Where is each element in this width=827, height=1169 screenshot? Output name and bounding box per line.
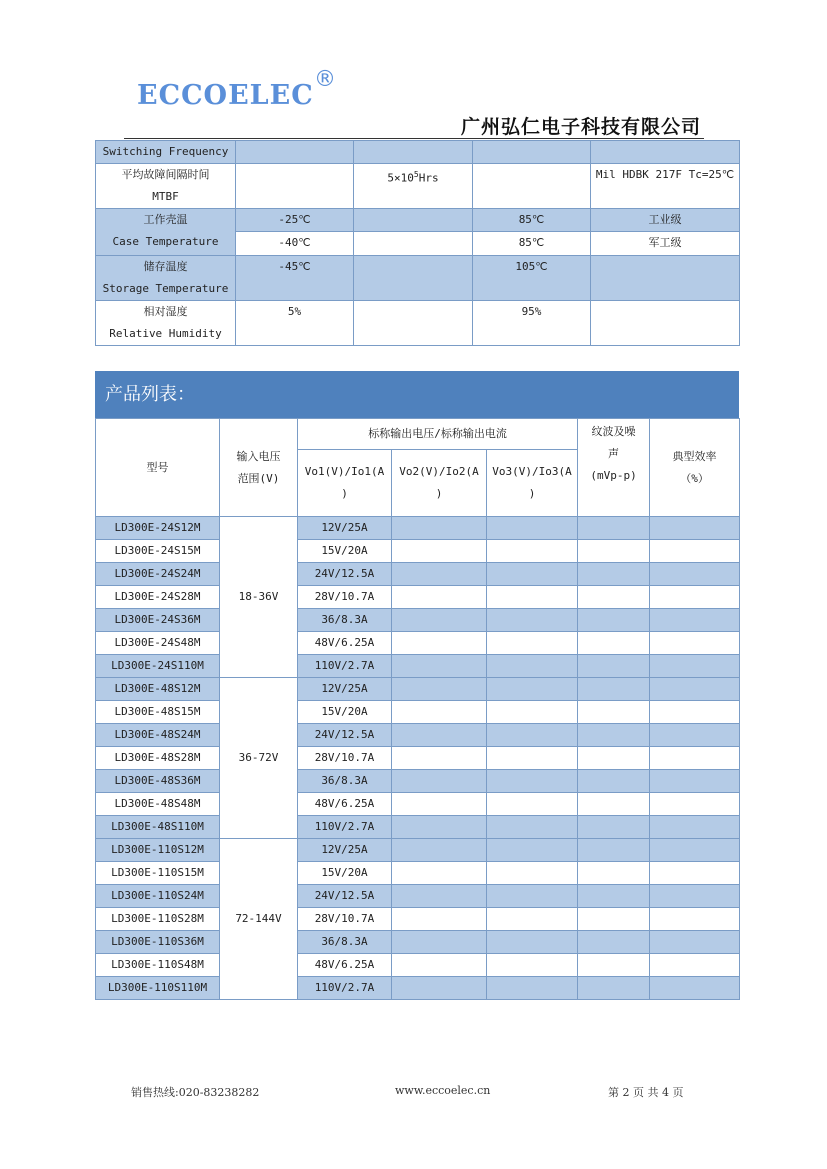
ripple-cell bbox=[578, 701, 650, 724]
vo2-cell bbox=[392, 862, 487, 885]
ripple-cell bbox=[578, 724, 650, 747]
vo2-cell bbox=[392, 816, 487, 839]
storage-temp-label: 储存温度 Storage Temperature bbox=[96, 256, 236, 301]
efficiency-cell bbox=[650, 931, 740, 954]
ripple-cell bbox=[578, 885, 650, 908]
vo1-cell: 110V/2.7A bbox=[298, 816, 392, 839]
table-row bbox=[96, 770, 740, 793]
vo1-cell: 12V/25A bbox=[298, 517, 392, 540]
efficiency-cell bbox=[650, 563, 740, 586]
vo2-cell bbox=[392, 724, 487, 747]
mtbf-value: $5\times 10^5Hrs$ bbox=[354, 164, 473, 209]
efficiency-cell bbox=[650, 632, 740, 655]
model-cell: LD300E-110S110M bbox=[96, 977, 220, 1000]
ripple-cell bbox=[578, 816, 650, 839]
vo3-cell bbox=[487, 931, 578, 954]
switching-label: Switching Frequency bbox=[96, 141, 236, 164]
vo3-cell bbox=[487, 816, 578, 839]
vo2-cell bbox=[392, 931, 487, 954]
vo2-cell bbox=[392, 701, 487, 724]
col-efficiency: 典型效率 （%） bbox=[650, 419, 740, 517]
vo1-cell: 48V/6.25A bbox=[298, 632, 392, 655]
ripple-cell bbox=[578, 563, 650, 586]
ripple-cell bbox=[578, 793, 650, 816]
ripple-cell bbox=[578, 540, 650, 563]
efficiency-cell bbox=[650, 540, 740, 563]
vo1-cell: 48V/6.25A bbox=[298, 793, 392, 816]
model-cell: LD300E-48S110M bbox=[96, 816, 220, 839]
vo3-cell bbox=[487, 862, 578, 885]
ripple-cell bbox=[578, 977, 650, 1000]
efficiency-cell bbox=[650, 793, 740, 816]
spec-row-case-1: 工作壳温 Case Temperature -25℃ 85℃ 工业级 bbox=[96, 209, 740, 232]
vo3-cell bbox=[487, 885, 578, 908]
vo2-cell bbox=[392, 655, 487, 678]
vo1-cell: 28V/10.7A bbox=[298, 586, 392, 609]
vo2-cell bbox=[392, 586, 487, 609]
ripple-cell bbox=[578, 586, 650, 609]
mtbf-label: 平均故障间隔时间 MTBF bbox=[96, 164, 236, 209]
ripple-cell bbox=[578, 862, 650, 885]
ripple-cell bbox=[578, 609, 650, 632]
efficiency-cell bbox=[650, 586, 740, 609]
efficiency-cell bbox=[650, 770, 740, 793]
model-cell: LD300E-110S15M bbox=[96, 862, 220, 885]
vo1-cell: 12V/25A bbox=[298, 678, 392, 701]
footer-hotline: 销售热线:020-83238282 bbox=[131, 1086, 260, 1099]
vo2-cell bbox=[392, 793, 487, 816]
vo3-cell bbox=[487, 747, 578, 770]
vo2-cell bbox=[392, 839, 487, 862]
vo1-cell: 15V/20A bbox=[298, 540, 392, 563]
model-cell: LD300E-24S48M bbox=[96, 632, 220, 655]
footer-website[interactable]: www.eccoelec.cn bbox=[395, 1084, 491, 1097]
model-cell: LD300E-24S28M bbox=[96, 586, 220, 609]
efficiency-cell bbox=[650, 747, 740, 770]
model-cell: LD300E-48S12M bbox=[96, 678, 220, 701]
spec-table bbox=[95, 140, 740, 346]
model-cell: LD300E-110S28M bbox=[96, 908, 220, 931]
humidity-label: 相对湿度 Relative Humidity bbox=[96, 301, 236, 346]
vo1-cell: 12V/25A bbox=[298, 839, 392, 862]
table-row bbox=[96, 885, 740, 908]
model-cell: LD300E-110S48M bbox=[96, 954, 220, 977]
ripple-cell bbox=[578, 931, 650, 954]
product-list-table bbox=[95, 418, 740, 1000]
vo3-cell bbox=[487, 517, 578, 540]
model-cell: LD300E-48S28M bbox=[96, 747, 220, 770]
ripple-cell bbox=[578, 632, 650, 655]
vo3-cell bbox=[487, 540, 578, 563]
vo3-cell bbox=[487, 632, 578, 655]
case-temp-label: 工作壳温 Case Temperature bbox=[96, 209, 236, 256]
table-row bbox=[96, 793, 740, 816]
vo1-cell: 24V/12.5A bbox=[298, 724, 392, 747]
efficiency-cell bbox=[650, 517, 740, 540]
efficiency-cell bbox=[650, 701, 740, 724]
vo3-cell bbox=[487, 908, 578, 931]
vo2-cell bbox=[392, 632, 487, 655]
efficiency-cell bbox=[650, 655, 740, 678]
vo1-cell: 28V/10.7A bbox=[298, 747, 392, 770]
vo2-cell bbox=[392, 770, 487, 793]
ripple-cell bbox=[578, 747, 650, 770]
model-cell: LD300E-48S15M bbox=[96, 701, 220, 724]
efficiency-cell bbox=[650, 816, 740, 839]
vo1-cell: 110V/2.7A bbox=[298, 977, 392, 1000]
vo2-cell bbox=[392, 678, 487, 701]
col-model: 型号 bbox=[96, 419, 220, 517]
table-row bbox=[96, 609, 740, 632]
vo1-cell: 24V/12.5A bbox=[298, 885, 392, 908]
ripple-cell bbox=[578, 954, 650, 977]
vo3-cell bbox=[487, 954, 578, 977]
spec-row-switching bbox=[96, 141, 740, 164]
col-vo2: Vo2(V)/Io2(A ) bbox=[392, 450, 487, 517]
table-row bbox=[96, 517, 740, 540]
efficiency-cell bbox=[650, 977, 740, 1000]
efficiency-cell bbox=[650, 862, 740, 885]
vo3-cell bbox=[487, 678, 578, 701]
spec-row-case-2: -40℃ 85℃ 军工级 bbox=[96, 232, 740, 256]
model-cell: LD300E-48S24M bbox=[96, 724, 220, 747]
vo1-cell: 110V/2.7A bbox=[298, 655, 392, 678]
table-row bbox=[96, 839, 740, 862]
vo1-cell: 36/8.3A bbox=[298, 770, 392, 793]
registered-mark: ® bbox=[314, 67, 336, 92]
vo2-cell bbox=[392, 517, 487, 540]
vo1-cell: 36/8.3A bbox=[298, 931, 392, 954]
table-row bbox=[96, 931, 740, 954]
vo3-cell bbox=[487, 586, 578, 609]
ripple-cell bbox=[578, 517, 650, 540]
product-list-header-1 bbox=[96, 419, 740, 450]
vo1-cell: 48V/6.25A bbox=[298, 954, 392, 977]
vo1-cell: 15V/20A bbox=[298, 862, 392, 885]
vo1-cell: 24V/12.5A bbox=[298, 563, 392, 586]
header-divider bbox=[124, 138, 704, 139]
model-cell: LD300E-24S24M bbox=[96, 563, 220, 586]
table-row bbox=[96, 954, 740, 977]
table-row bbox=[96, 701, 740, 724]
table-row bbox=[96, 655, 740, 678]
model-cell: LD300E-24S15M bbox=[96, 540, 220, 563]
vo2-cell bbox=[392, 908, 487, 931]
vo2-cell bbox=[392, 885, 487, 908]
vo3-cell bbox=[487, 609, 578, 632]
table-row bbox=[96, 977, 740, 1000]
col-vo3: Vo3(V)/Io3(A ) bbox=[487, 450, 578, 517]
vo2-cell bbox=[392, 540, 487, 563]
vo2-cell bbox=[392, 977, 487, 1000]
vo3-cell bbox=[487, 701, 578, 724]
vo2-cell bbox=[392, 954, 487, 977]
ripple-cell bbox=[578, 678, 650, 701]
vo1-cell: 36/8.3A bbox=[298, 609, 392, 632]
vo3-cell bbox=[487, 793, 578, 816]
vo2-cell bbox=[392, 747, 487, 770]
mtbf-note: Mil HDBK 217F Tc=25℃ bbox=[591, 164, 740, 209]
efficiency-cell bbox=[650, 678, 740, 701]
spec-row-humidity: 相对湿度 Relative Humidity 5% 95% bbox=[96, 301, 740, 346]
efficiency-cell bbox=[650, 724, 740, 747]
vo1-cell: 28V/10.7A bbox=[298, 908, 392, 931]
model-cell: LD300E-110S36M bbox=[96, 931, 220, 954]
model-cell: LD300E-24S110M bbox=[96, 655, 220, 678]
vo3-cell bbox=[487, 977, 578, 1000]
ripple-cell bbox=[578, 839, 650, 862]
table-row bbox=[96, 586, 740, 609]
col-vo1: Vo1(V)/Io1(A ) bbox=[298, 450, 392, 517]
vo3-cell bbox=[487, 724, 578, 747]
efficiency-cell bbox=[650, 954, 740, 977]
table-row bbox=[96, 908, 740, 931]
efficiency-cell bbox=[650, 609, 740, 632]
model-cell: LD300E-110S24M bbox=[96, 885, 220, 908]
table-row bbox=[96, 678, 740, 701]
model-cell: LD300E-24S12M bbox=[96, 517, 220, 540]
efficiency-cell bbox=[650, 839, 740, 862]
ripple-cell bbox=[578, 770, 650, 793]
vo3-cell bbox=[487, 655, 578, 678]
input-range-cell: 36-72V bbox=[220, 678, 298, 839]
vo3-cell bbox=[487, 770, 578, 793]
table-row bbox=[96, 563, 740, 586]
company-logo: ECCOELEC bbox=[137, 80, 314, 111]
col-ripple: 纹波及噪 声 (mVp-p) bbox=[578, 419, 650, 517]
ripple-cell bbox=[578, 908, 650, 931]
company-name: 广州弘仁电子科技有限公司 bbox=[460, 116, 701, 138]
ripple-cell bbox=[578, 655, 650, 678]
input-range-cell: 18-36V bbox=[220, 517, 298, 678]
footer-page-number: 第 2 页 共 4 页 bbox=[608, 1086, 684, 1099]
table-row bbox=[96, 632, 740, 655]
table-row bbox=[96, 862, 740, 885]
table-row bbox=[96, 540, 740, 563]
vo1-cell: 15V/20A bbox=[298, 701, 392, 724]
vo2-cell bbox=[392, 563, 487, 586]
input-range-cell: 72-144V bbox=[220, 839, 298, 1000]
vo3-cell bbox=[487, 563, 578, 586]
efficiency-cell bbox=[650, 885, 740, 908]
col-input: 输入电压 范围(V) bbox=[220, 419, 298, 517]
efficiency-cell bbox=[650, 908, 740, 931]
table-row bbox=[96, 816, 740, 839]
vo3-cell bbox=[487, 839, 578, 862]
table-row bbox=[96, 747, 740, 770]
spec-row-storage: 储存温度 Storage Temperature -45℃ 105℃ bbox=[96, 256, 740, 301]
model-cell: LD300E-24S36M bbox=[96, 609, 220, 632]
spec-row-mtbf bbox=[96, 164, 740, 209]
product-list-title: 产品列表： bbox=[95, 371, 739, 418]
model-cell: LD300E-48S48M bbox=[96, 793, 220, 816]
vo2-cell bbox=[392, 609, 487, 632]
col-output: 标称输出电压/标称输出电流 bbox=[298, 419, 578, 450]
model-cell: LD300E-110S12M bbox=[96, 839, 220, 862]
table-row bbox=[96, 724, 740, 747]
model-cell: LD300E-48S36M bbox=[96, 770, 220, 793]
